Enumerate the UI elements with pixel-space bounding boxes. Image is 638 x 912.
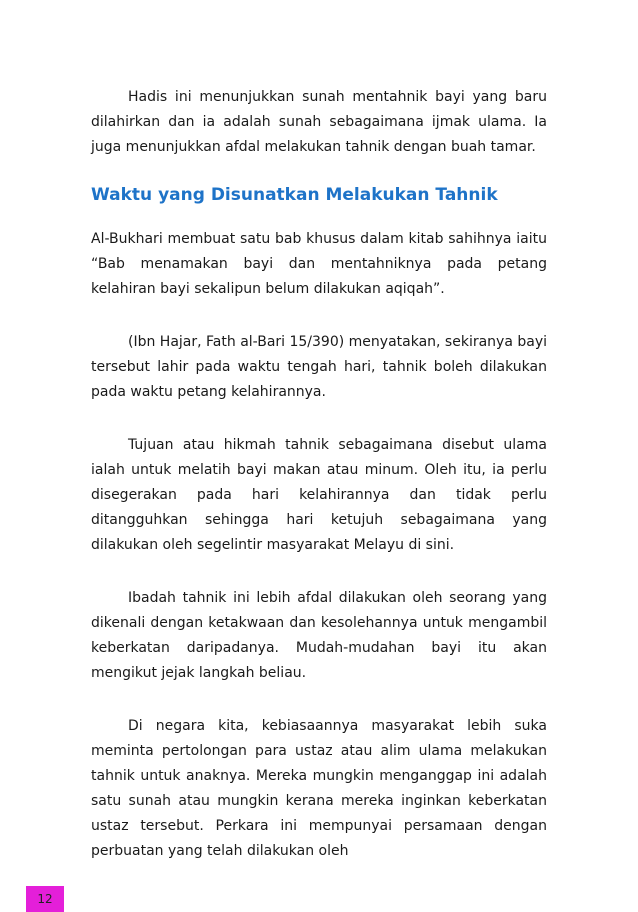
page-number-badge: 12 xyxy=(26,886,64,912)
section-heading: Waktu yang Disunatkan Melakukan Tahnik xyxy=(91,185,498,205)
paragraph-tujuan: Tujuan atau hikmah tahnik sebagaimana disebut ulama ialah untuk melatih bayi makan atau minum. Oleh itu, ia perlu disegerakan pada hari kelahirannya dan tidak perlu ditangguhkan sehingga hari ketujuh sebagaimana yang dilakukan oleh segelintir masyarakat Melayu di sini. xyxy=(91,437,547,553)
paragraph-ibn-hajar: (Ibn Hajar, Fath al-Bari 15/390) menyatakan, sekiranya bayi tersebut lahir pada waktu tengah hari, tahnik boleh dilakukan pada waktu petang kelahirannya. xyxy=(91,334,547,400)
paragraph-ibadah: Ibadah tahnik ini lebih afdal dilakukan oleh seorang yang dikenali dengan ketakwaan dan kesolehannya untuk mengambil keberkatan daripadanya. Mudah-mudahan bayi itu akan mengikut jejak langkah beliau. xyxy=(91,590,547,681)
page-content xyxy=(91,85,547,892)
paragraph-negara: Di negara kita, kebiasaannya masyarakat lebih suka meminta pertolongan para ustaz atau alim ulama melakukan tahnik untuk anaknya. Mereka mungkin menganggap ini adalah satu sunah atau mungkin kerana mereka inginkan keberkatan ustaz tersebut. Perkara ini mempunyai persamaan dengan perbuatan yang telah dilakukan oleh xyxy=(91,718,547,859)
paragraph-hadis: Hadis ini menunjukkan sunah mentahnik bayi yang baru dilahirkan dan ia adalah sunah sebagaimana ijmak ulama. Ia juga menunjukkan afdal melakukan tahnik dengan buah tamar. xyxy=(91,89,547,155)
paragraph-bukhari: Al-Bukhari membuat satu bab khusus dalam kitab sahihnya iaitu “Bab menamakan bayi dan mentahniknya pada petang kelahiran bayi sekalipun belum dilakukan aqiqah”. xyxy=(91,231,547,297)
